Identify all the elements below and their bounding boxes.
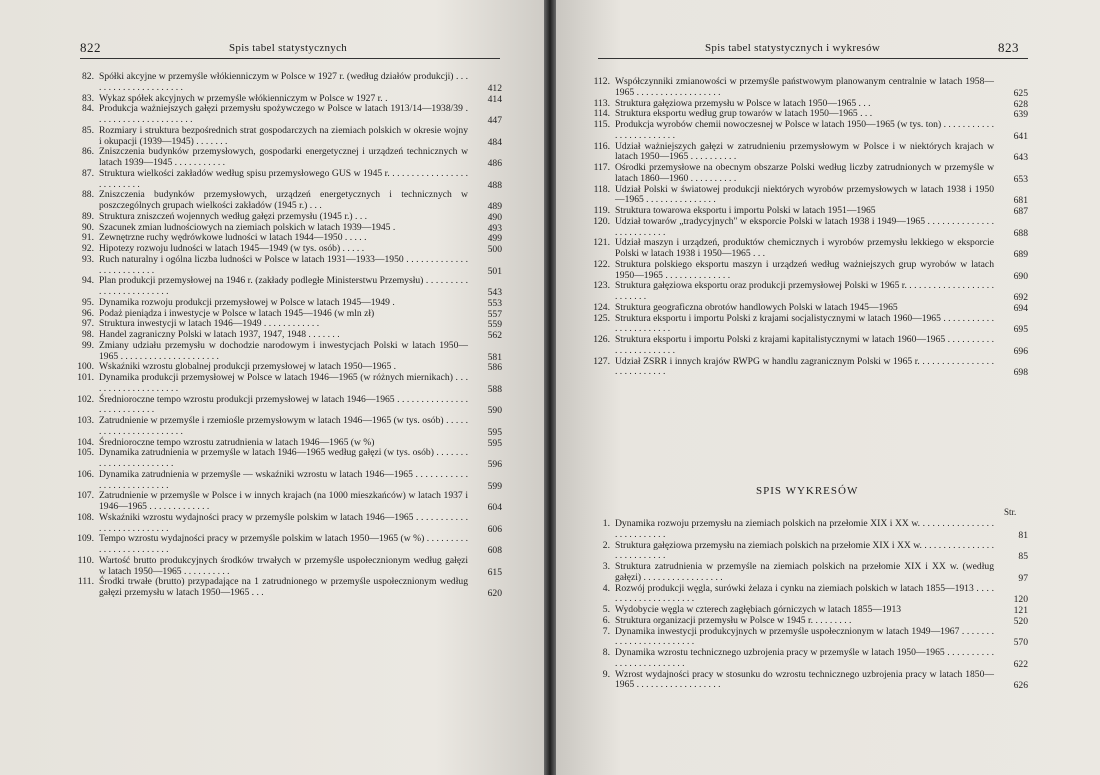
entry-page: 543 [487,287,502,298]
entry-page: 692 [1013,292,1028,303]
entry-number: 86. [82,146,94,158]
entry-number: 95. [82,296,94,308]
entry-title: Środki trwałe (brutto) przypadające na 1 zatrudnionego w przemyśle uspołecznionym według gałęzi przemysłu w latach 1950—1965 . . . [99,576,468,598]
entry-number: 4. [602,582,610,594]
entry-number: 83. [82,92,94,104]
entry-title: Struktura eksportu według grup towarów w latach 1950—1965 . . . [615,108,873,120]
entry-number: 127. [593,355,610,367]
entry-page: 626 [1013,680,1028,692]
entry-page: 414 [487,93,502,105]
entry-page: 484 [487,136,502,148]
entry-title: Zatrudnienie w przemyśle i rzemiośle przemysłowym w latach 1946—1965 (w tys. osób) . . . . . . . . . . . . . . . . . . . . . . . [99,415,468,437]
entry-page: 599 [487,480,502,492]
entry-number: 100. [77,361,94,373]
page-number: 823 [998,40,1019,55]
entry-number: 93. [82,253,94,265]
running-header: Spis tabel statystycznych i wykresów [705,42,881,54]
entry-number: 3. [602,561,610,572]
book-gutter [544,0,556,775]
entry-title: Produkcja wyrobów chemii nowoczesnej w Polsce w latach 1950—1965 (w tys. ton) . . . . . . . . . . . . . . . . . . . . . . . . [615,119,994,141]
entry-number: 108. [77,511,94,523]
entry-page: 581 [487,351,502,363]
list-item [590,584,1028,606]
entry-number: 119. [593,205,610,216]
list-item [74,276,502,298]
entry-page: 486 [487,158,502,169]
entry-number: 121. [593,237,610,249]
section-title: SPIS WYKRESÓW [756,485,859,497]
list-item [74,513,502,535]
list-item [74,298,502,309]
entry-title: Dynamika inwestycji produkcyjnych w przemyśle uspołecznionym w latach 1949—1967 . . . . . . . . . . . . . . . . . . . . . . . . [615,625,994,648]
entry-page: 500 [487,244,502,255]
entry-number: 111. [77,576,94,588]
entry-number: 102. [77,393,94,405]
list-item [74,491,502,513]
entry-title: Struktura towarowa eksportu i importu Polski w latach 1951—1965 [615,205,876,216]
entry-title: Struktura eksportu i importu Polski z krajami socjalistycznymi w latach 1960—1965 . . . . . . . . . . . . . . . . . . . . . . . [615,312,994,335]
entry-title: Udział Polski w światowej produkcji niektórych wyrobów przemysłowych w latach 1938 i 1950—1965 . . . . . . . . . . . . . . . [615,183,994,206]
list-item [74,341,502,363]
header-rule [598,58,1028,59]
entry-number: 99. [82,339,94,351]
entry-title: Udział ZSRR i innych krajów RWPG w handlu zagranicznym Polski w 1965 r. . . . . . . . . . . . . . . . . . . . . . . . . . . [615,355,994,378]
entry-page: 97 [1018,572,1028,584]
entry-page: 643 [1013,152,1028,164]
entry-number: 92. [82,243,94,254]
list-item [590,260,1028,282]
entry-number: 113. [593,97,610,109]
entry-page: 120 [1013,594,1028,606]
entry-title: Rozmiary i struktura bezpośrednich strat gospodarczych na ziemiach polskich w okresie wojny i okupacji (1939—1945) . . . . . . . [99,124,468,147]
entry-page: 653 [1013,173,1028,185]
right-page [556,0,1100,775]
entry-number: 123. [593,280,610,292]
entry-page: 447 [487,115,502,126]
entry-number: 107. [77,490,94,502]
entry-title: Wskaźniki wzrostu globalnej produkcji przemysłowej w latach 1950—1965 . [99,361,397,373]
entry-number: 9. [602,668,610,680]
list-item [590,142,1028,164]
entry-number: 6. [602,614,610,626]
entry-title: Ruch naturalny i ogólna liczba ludności w Polsce w latach 1931—1933—1950 . . . . . . . . . . . . . . . . . . . . . . . . . [99,253,468,276]
list-item [74,577,502,599]
entry-page: 493 [487,222,502,234]
list-item [74,373,502,395]
entry-number: 1. [602,518,610,529]
list-item [74,169,502,191]
entry-page: 694 [1013,302,1028,314]
entry-page: 85 [1018,551,1028,563]
entry-number: 87. [82,167,94,179]
list-item [74,395,502,417]
entry-number: 8. [602,647,610,658]
entry-number: 101. [77,372,94,383]
entry-title: Dynamika zatrudnienia w przemyśle w latach 1946—1965 według gałęzi (w tys. osób) . . . . . . . . . . . . . . . . . . . . . . . [99,447,468,469]
entry-number: 94. [82,275,94,287]
entry-page: 501 [487,265,502,277]
entry-page: 586 [487,362,502,374]
entry-number: 5. [602,604,610,615]
entry-title: Współczynniki zmianowości w przemyśle państwowym planowanym centralnie w latach 1958—1965 . . . . . . . . . . . . . . . . . . [615,76,994,98]
entry-title: Struktura inwestycji w latach 1946—1949 . . . . . . . . . . . . [99,318,320,330]
entry-number: 105. [77,447,94,459]
entry-page: 690 [1013,270,1028,282]
entry-page: 615 [487,566,502,578]
figure-list [590,519,1028,691]
list-item [74,470,502,492]
entry-title: Dynamika produkcji przemysłowej w Polsce w latach 1946—1965 (w różnych miernikach) . . . . . . . . . . . . . . . . . . . . [99,372,468,394]
entry-number: 97. [82,318,94,330]
entry-title: Spółki akcyjne w przemyśle włókienniczym w Polsce w 1927 r. (według działów produkcji) . . . . . . . . . . . . . . . . . . . . . [99,71,468,93]
entry-page: 698 [1013,367,1028,379]
list-item [590,541,1028,563]
running-header: Spis tabel statystycznych [229,42,348,54]
entry-title: Dynamika rozwoju przemysłu na ziemiach polskich na przełomie XIX i XX w. . . . . . . . . . . . . . . . . . . . . . . . . . . [615,518,994,540]
entry-page: 81 [1018,529,1028,541]
entry-page: 620 [487,588,502,599]
entry-page: 689 [1013,249,1028,260]
list-item [590,217,1028,239]
entry-number: 118. [593,183,610,195]
entry-title: Zatrudnienie w przemyśle w Polsce i w innych krajach (na 1000 mieszkańców) w latach 1937 i 1946—1965 . . . . . . . . . . . . . [99,490,468,512]
entry-number: 2. [602,539,610,551]
list-item [590,357,1028,379]
list-item [590,303,1028,314]
entry-page: 595 [487,437,502,449]
entry-page: 628 [1013,98,1028,110]
list-item [74,255,502,277]
entry-title: Ośrodki przemysłowe na obecnym obszarze Polski według liczby zatrudnionych w przemyśle w latach 1860—1960 . . . . . . . . . . [615,162,994,184]
entry-number: 90. [82,221,94,233]
entry-number: 84. [82,103,94,115]
entry-number: 98. [82,329,94,340]
entry-number: 91. [82,232,94,244]
entry-title: Struktura organizacji przemysłu w Polsce w 1945 r. . . . . . . . . [615,614,852,626]
entry-title: Produkcja ważniejszych gałęzi przemysłu spożywczego w Polsce w latach 1913/14—1938/39 . . . . . . . . . . . . . . . . . . . . . [99,103,468,125]
entry-page: 121 [1013,605,1028,616]
left-page [0,0,544,775]
entry-page: 489 [487,201,502,212]
entry-number: 120. [593,215,610,227]
entry-title: Wydobycie węgla w czterech zagłębiach górniczych w latach 1855—1913 [615,604,902,615]
entry-page: 622 [1013,658,1028,670]
table-list [590,77,1028,378]
entry-page: 588 [487,383,502,395]
entry-page: 590 [487,405,502,417]
entry-page: 562 [487,330,502,341]
list-item [590,670,1028,692]
entry-title: Udział ważniejszych gałęzi w zatrudnieniu przemysłowym w Polsce i w niektórych krajach w latach 1950—1965 . . . . . . . . . . [615,140,994,163]
list-item [590,120,1028,142]
entry-page: 696 [1013,345,1028,357]
entry-title: Rozwój produkcji węgla, surówki żelaza i cynku na ziemiach polskich w latach 1855—1913 . . . . . . . . . . . . . . . . . . . . . [615,582,994,605]
entry-title: Wykaz spółek akcyjnych w przemyśle włókienniczym w Polsce w 1927 r. . [99,92,388,104]
entry-title: Plan produkcji przemysłowej na 1946 r. (zakłady podległe Ministerstwu Przemysłu) . . . . . . . . . . . . . . . . . . . . . . . . [99,275,468,297]
entry-title: Podaż pieniądza i inwestycje w Polsce w latach 1945—1946 (w mln zł) [99,307,375,319]
entry-title: Zmiany udziału przemysłu w dochodzie narodowym i inwestycjach Polski w latach 1950—1965 . . . . . . . . . . . . . . . . . . . . . [99,339,468,362]
list-item [74,448,502,470]
entry-page: 641 [1013,130,1028,142]
list-item [74,212,502,223]
entry-number: 88. [82,189,94,201]
entry-page: 604 [487,502,502,513]
entry-number: 124. [593,301,610,313]
entry-number: 82. [82,71,94,82]
entry-title: Udział towarów „tradycyjnych" w eksporcie Polski w latach 1938 i 1949—1965 . . . . . . . . . . . . . . . . . . . . . . . . . [615,215,994,238]
list-item [74,190,502,212]
entry-title: Struktura gałęziowa przemysłu w Polsce w latach 1950—1965 . . . [615,97,871,109]
entry-page: 595 [487,426,502,438]
list-item [590,314,1028,336]
entry-number: 114. [593,108,610,120]
list-item [590,562,1028,584]
entry-number: 125. [593,312,610,324]
entry-title: Struktura gałęziowa przemysłu na ziemiach polskich na przełomie XIX i XX w. . . . . . . . . . . . . . . . . . . . . . . . . . . [615,539,994,562]
page-number: 822 [80,40,101,55]
entry-page: 608 [487,545,502,556]
entry-title: Struktura zniszczeń wojennych według gałęzi przemysłu (1945 r.) . . . [99,210,368,222]
entry-page: 688 [1013,227,1028,239]
list-item [590,185,1028,207]
entry-title: Zewnętrzne ruchy wędrówkowe ludności w latach 1944—1950 . . . . . [99,232,367,244]
entry-title: Struktura zatrudnienia w przemyśle na ziemiach polskich na przełomie XIX i XX w. (według gałęzi) . . . . . . . . . . . . . . . . . [615,561,994,583]
list-item [74,534,502,556]
entry-number: 122. [593,258,610,270]
entry-number: 115. [593,119,610,130]
entry-number: 96. [82,307,94,319]
list-item [74,416,502,438]
entry-title: Dynamika rozwoju produkcji przemysłowej w Polsce w latach 1945—1949 . [99,296,395,308]
entry-page: 681 [1013,195,1028,207]
page-column-label: Str. [1004,507,1017,517]
entry-title: Szacunek zmian ludnościowych na ziemiach polskich w latach 1939—1945 . [99,221,396,233]
entry-page: 499 [487,233,502,245]
entry-title: Udział maszyn i urządzeń, produktów chemicznych i wyrobów przemysłu lekkiego w eksporcie Polski w latach 1938 i 1950—1965 . . . [615,237,994,259]
list-item [590,627,1028,649]
entry-number: 112. [593,76,610,87]
entry-number: 126. [593,334,610,345]
entry-title: Dynamika wzrostu technicznego uzbrojenia pracy w przemyśle w latach 1950—1965 . . . . . . . . . . . . . . . . . . . . . . . . . [615,647,994,669]
entry-title: Hipotezy rozwoju ludności w latach 1945—1949 (w tys. osób) . . . . . [99,243,365,254]
entry-title: Zniszczenia budynków przemysłowych, gospodarki energetycznej i urządzeń technicznych w latach 1939—1945 . . . . . . . . . . . [99,146,468,168]
list-item [590,648,1028,670]
entry-title: Struktura polskiego eksportu maszyn i urządzeń według ważniejszych grup wyrobów w latach 1950—1965 . . . . . . . . . . . . . . [615,258,994,281]
entry-page: 559 [487,319,502,331]
entry-title: Handel zagraniczny Polski w latach 1937, 1947, 1948 . . . . . . . [99,329,340,340]
entry-title: Wskaźniki wzrostu wydajności pracy w przemyśle polskim w latach 1946—1965 . . . . . . . . . . . . . . . . . . . . . . . . . . [99,511,468,534]
entry-title: Średnioroczne tempo wzrostu produkcji przemysłowej w latach 1946—1965 . . . . . . . . . . . . . . . . . . . . . . . . . . . [99,393,468,416]
entry-page: 557 [487,308,502,320]
list-item [74,126,502,148]
list-item [74,104,502,126]
entry-title: Zniszczenia budynków przemysłowych, urządzeń energetycznych i technicznych w poszczególnych grupach wielkości zakładów (1945 r.) . . . [99,189,468,211]
entry-page: 606 [487,523,502,535]
list-item [590,519,1028,541]
list-item [590,281,1028,303]
entry-number: 89. [82,210,94,222]
entry-page: 520 [1013,615,1028,627]
entry-title: Tempo wzrostu wydajności pracy w przemyśle polskim w latach 1950—1965 (w %) . . . . . . . . . . . . . . . . . . . . . . . . [99,533,468,555]
list-item [590,335,1028,357]
list-item [74,556,502,578]
entry-number: 103. [77,415,94,426]
list-item [590,77,1028,99]
entry-page: 695 [1013,324,1028,336]
entry-number: 104. [77,436,94,448]
entry-number: 109. [77,533,94,545]
list-item [590,163,1028,185]
list-item [590,616,1028,627]
entry-number: 110. [77,554,94,566]
entry-title: Dynamika zatrudnienia w przemyśle — wskaźniki wzrostu w latach 1946—1965 . . . . . . . . . . . . . . . . . . . . . . . . . . [99,468,468,491]
entry-page: 625 [1013,87,1028,99]
entry-page: 596 [487,459,502,470]
header-rule [80,58,500,59]
entry-title: Struktura wielkości zakładów według spisu przemysłowego GUS w 1945 r. . . . . . . . . . . . . . . . . . . . . . . . . . [99,167,468,190]
entry-title: Struktura geograficzna obrotów handlowych Polski w latach 1945—1965 [615,301,898,313]
entry-title: Struktura eksportu i importu Polski z krajami kapitalistycznymi w latach 1960—1965 . . . . . . . . . . . . . . . . . . . . . . . [615,334,994,356]
list-item [590,238,1028,260]
entry-page: 570 [1013,637,1028,649]
table-list [74,72,502,599]
entry-number: 85. [82,124,94,136]
entry-page: 488 [487,179,502,191]
entry-page: 412 [487,82,502,94]
entry-number: 106. [77,468,94,480]
entry-page: 639 [1013,109,1028,121]
entry-title: Wartość brutto produkcyjnych środków trwałych w przemyśle uspołecznionym według gałęzi w latach 1950—1965 . . . . . . . . . . [99,554,468,577]
entry-number: 7. [602,625,610,637]
entry-title: Struktura gałęziowa eksportu oraz produkcji przemysłowej Polski w 1965 r. . . . . . . . . . . . . . . . . . . . . . . . . . [615,280,994,302]
entry-number: 116. [593,140,610,152]
entry-page: 490 [487,211,502,223]
entry-page: 553 [487,297,502,309]
list-item [74,147,502,169]
entry-page: 687 [1013,206,1028,217]
list-item [74,72,502,94]
entry-title: Średnioroczne tempo wzrostu zatrudnienia w latach 1946—1965 (w %) [99,436,375,448]
entry-title: Wzrost wydajności pracy w stosunku do wzrostu technicznego uzbrojenia pracy w latach 1850—1965 . . . . . . . . . . . . . . . . . . [615,668,994,691]
entry-number: 117. [593,162,610,173]
